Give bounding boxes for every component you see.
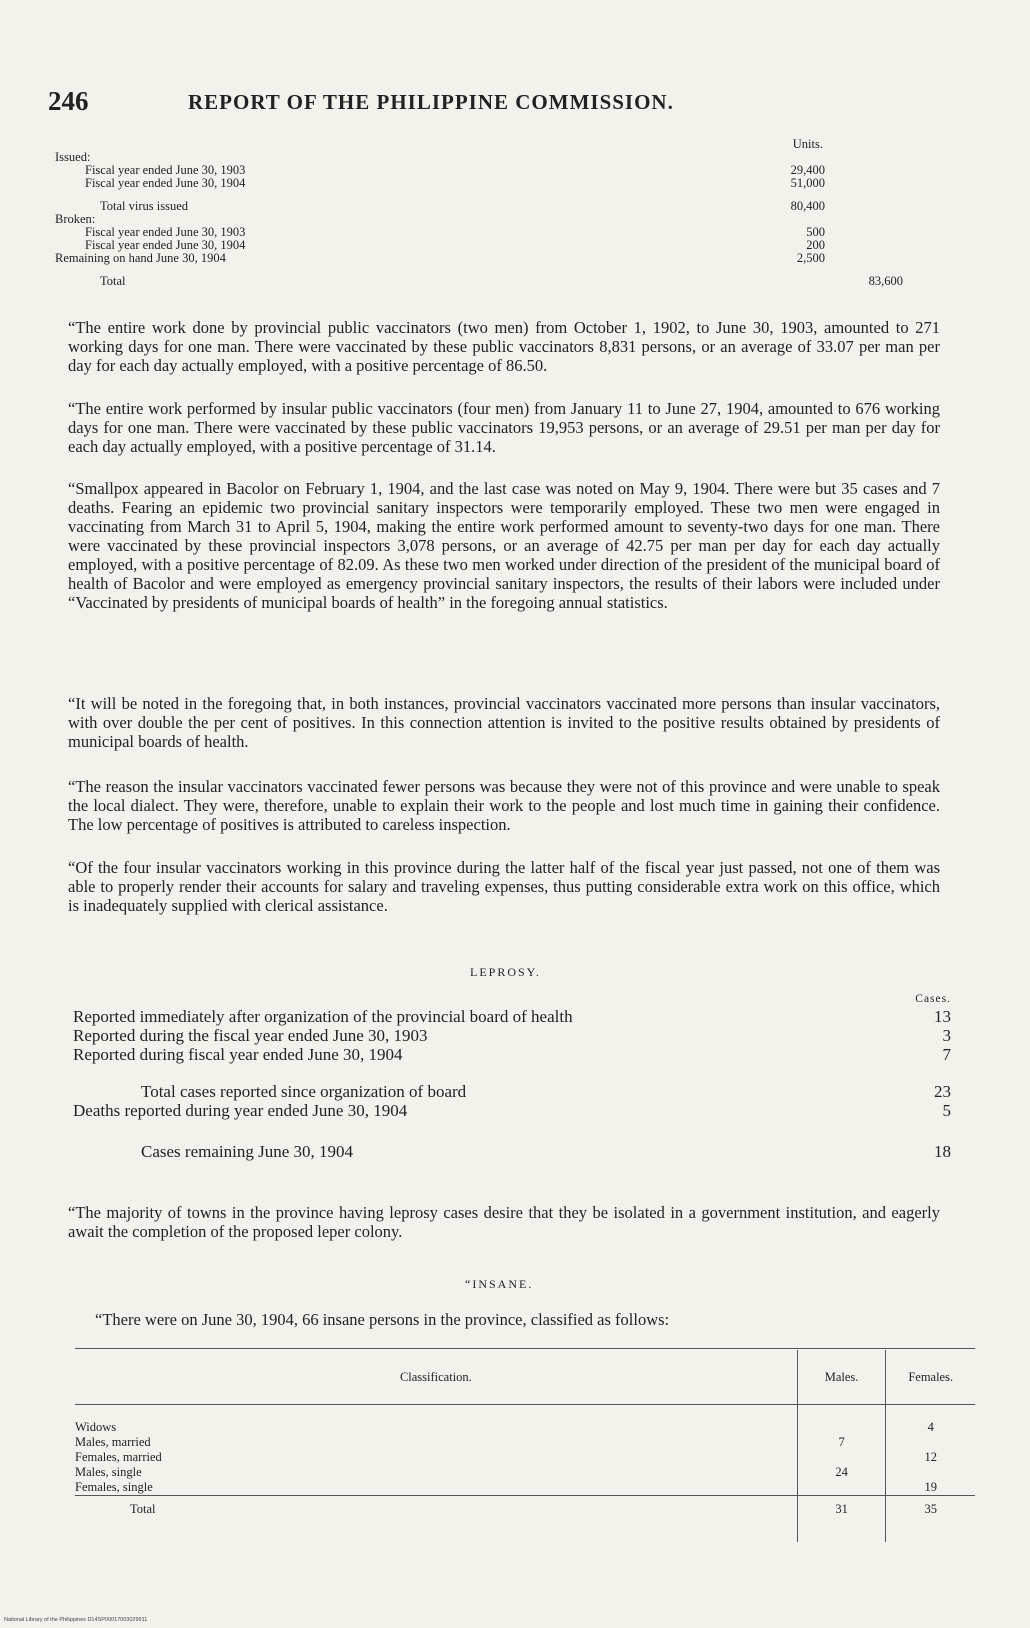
virus-units-row: [55, 138, 915, 151]
leprosy-row: [73, 1045, 951, 1064]
paragraph-comparison: “It will be noted in the foregoing that, in both instances, provincial vaccinators vaccinated more persons than insular vaccinators, with over double the per cent of positives. In this connection attention is invited to the positive results obtained by presidents of municipal boards of health.: [68, 694, 940, 751]
leprosy-deaths-row: [73, 1101, 951, 1120]
broken-fy1903-value: 500: [806, 225, 825, 239]
issued-fy1904-value: 51,000: [790, 176, 825, 190]
leprosy-row-label: Reported during fiscal year ended June 30, 1904: [73, 1045, 403, 1064]
leprosy-row-label: Reported immediately after organization of the provincial board of health: [73, 1007, 573, 1026]
broken-fy1903-label: Fiscal year ended June 30, 1903: [85, 225, 246, 239]
leprosy-remaining-value: 18: [934, 1142, 951, 1161]
leprosy-row-value: 3: [942, 1026, 951, 1045]
virus-row: [55, 275, 915, 288]
leprosy-deaths-value: 5: [942, 1101, 951, 1120]
broken-fy1904-value: 200: [806, 238, 825, 252]
virus-total-value: 83,600: [868, 274, 903, 288]
row-males: [797, 1480, 886, 1496]
issued-fy1903-label: Fiscal year ended June 30, 1903: [85, 163, 246, 177]
paragraph-dialect: “The reason the insular vaccinators vaccinated fewer persons was because they were not of this province and were unable to speak the local dialect. They were, therefore, unable to explain their work to the people and lost much time in gaining their confidence. The low percentage of positives is attributed to careless inspection.: [68, 777, 940, 834]
issued-fy1903-value: 29,400: [790, 163, 825, 177]
insane-header-row: [75, 1350, 975, 1405]
total-males: 31: [797, 1496, 886, 1543]
row-label: Males, single: [75, 1465, 142, 1479]
leprosy-row-value: 7: [942, 1045, 951, 1064]
col-classification: Classification.: [75, 1350, 797, 1405]
page-number: 246: [48, 86, 89, 116]
row-males: 7: [797, 1435, 886, 1450]
running-title: REPORT OF THE PHILIPPINE COMMISSION.: [188, 90, 674, 114]
issued-label: Issued:: [55, 150, 91, 164]
virus-row: [55, 200, 915, 213]
paragraph-provincial-vaccinators: “The entire work done by provincial public vaccinators (two men) from October 1, 1902, to June 30, 1903, amounted to 271 working days for one man. There were vaccinated by these public vaccinators 8,831 persons, or an average of 33.07 per man per day for each day actually employed, with a positive percentage of 86.50.: [68, 318, 940, 375]
total-issued-label: Total virus issued: [100, 199, 189, 213]
table-top-rule: [75, 1348, 975, 1349]
total-females: 35: [886, 1496, 975, 1543]
leprosy-remaining-label: Cases remaining June 30, 1904: [141, 1142, 353, 1161]
insane-total-row: [75, 1496, 975, 1543]
row-males: [797, 1420, 886, 1435]
virus-table: [55, 138, 915, 288]
remaining-value: 2,500: [796, 251, 825, 265]
leprosy-total-row: [73, 1082, 951, 1101]
row-label: Females, married: [75, 1450, 162, 1464]
leprosy-total-label: Total cases reported since organization of board: [141, 1082, 467, 1101]
scan-credit: National Library of the Philippines D14SP00017003029911: [4, 1617, 148, 1623]
insane-table: [75, 1350, 975, 1542]
page-header: [48, 86, 808, 116]
broken-fy1904-label: Fiscal year ended June 30, 1904: [85, 238, 246, 252]
row-label: Males, married: [75, 1435, 151, 1449]
paragraph-insane-intro: “There were on June 30, 1904, 66 insane persons in the province, classified as follows:: [95, 1310, 670, 1329]
remaining-label: Remaining on hand June 30, 1904: [55, 251, 226, 265]
row-females: 4: [927, 1420, 934, 1434]
paragraph-insular-vaccinators: “The entire work performed by insular public vaccinators (four men) from January 11 to June 27, 1904, amounted to 676 working days for one man. There were vaccinated by these public vaccinators 19,953 persons, or an average of 29.51 per man per day for each day actually employed, with a positive percentage of 31.14.: [68, 399, 940, 456]
paragraph-leper-colony: “The majority of towns in the province having leprosy cases desire that they be isolated in a government institution, and eagerly await the completion of the proposed leper colony.: [68, 1203, 940, 1241]
total-issued-value: 80,400: [790, 199, 825, 213]
leprosy-heading: LEPROSY.: [470, 965, 541, 979]
leprosy-row: [73, 1007, 951, 1026]
cases-header: Cases.: [915, 993, 951, 1005]
row-females: 19: [924, 1480, 937, 1494]
virus-total-label: Total: [100, 274, 126, 288]
broken-label: Broken:: [55, 212, 96, 226]
leprosy-remaining-row: [73, 1142, 951, 1161]
leprosy-row: [73, 1026, 951, 1045]
table-row: [75, 1465, 975, 1480]
total-label: Total: [75, 1496, 797, 1543]
leprosy-total-value: 23: [934, 1082, 951, 1101]
col-males: Males.: [797, 1350, 886, 1405]
leprosy-table: [73, 993, 951, 1161]
table-row: [75, 1435, 975, 1450]
row-females: 12: [924, 1450, 937, 1464]
table-row: [75, 1450, 975, 1465]
row-label: Widows: [75, 1420, 117, 1434]
leprosy-row-label: Reported during the fiscal year ended June 30, 1903: [73, 1026, 428, 1045]
virus-row: [55, 177, 915, 190]
row-label: Females, single: [75, 1480, 153, 1494]
paragraph-smallpox: “Smallpox appeared in Bacolor on February 1, 1904, and the last case was noted on May 9, 1904. There were but 35 cases and 7 deaths. Fearing an epidemic two provincial sanitary inspectors were temporarily employed. These two men were engaged in vaccinating from March 31 to April 5, 1904, making the entire work performed amount to seventy-two days for one man. There were vaccinated by these provincial inspectors 3,078 persons, or an average of 42.75 per man per day for each day actually employed, with a positive percentage of 82.09. As these two men worked under direction of the president of the municipal board of health of Bacolor and were employed as emergency provincial sanitary inspectors, the results of their labors were included under “Vaccinated by presidents of municipal boards of health” in the foregoing annual statistics.: [68, 479, 940, 612]
row-males: 24: [797, 1465, 886, 1480]
table-row: [75, 1420, 975, 1435]
insane-heading: “INSANE.: [465, 1277, 534, 1291]
leprosy-deaths-label: Deaths reported during year ended June 30, 1904: [73, 1101, 408, 1120]
row-females: [886, 1465, 975, 1480]
row-females: [886, 1435, 975, 1450]
paragraph-accounts: “Of the four insular vaccinators working in this province during the latter half of the fiscal year just passed, not one of them was able to properly render their accounts for salary and traveling expenses, thus putting considerable extra work on this office, which is inadequately supplied with clerical assistance.: [68, 858, 940, 915]
issued-fy1904-label: Fiscal year ended June 30, 1904: [85, 176, 246, 190]
virus-row: [55, 252, 915, 265]
table-row: [75, 1480, 975, 1496]
leprosy-row-value: 13: [934, 1007, 951, 1026]
col-females: Females.: [886, 1350, 975, 1405]
row-males: [797, 1450, 886, 1465]
units-header: Units.: [792, 137, 823, 151]
